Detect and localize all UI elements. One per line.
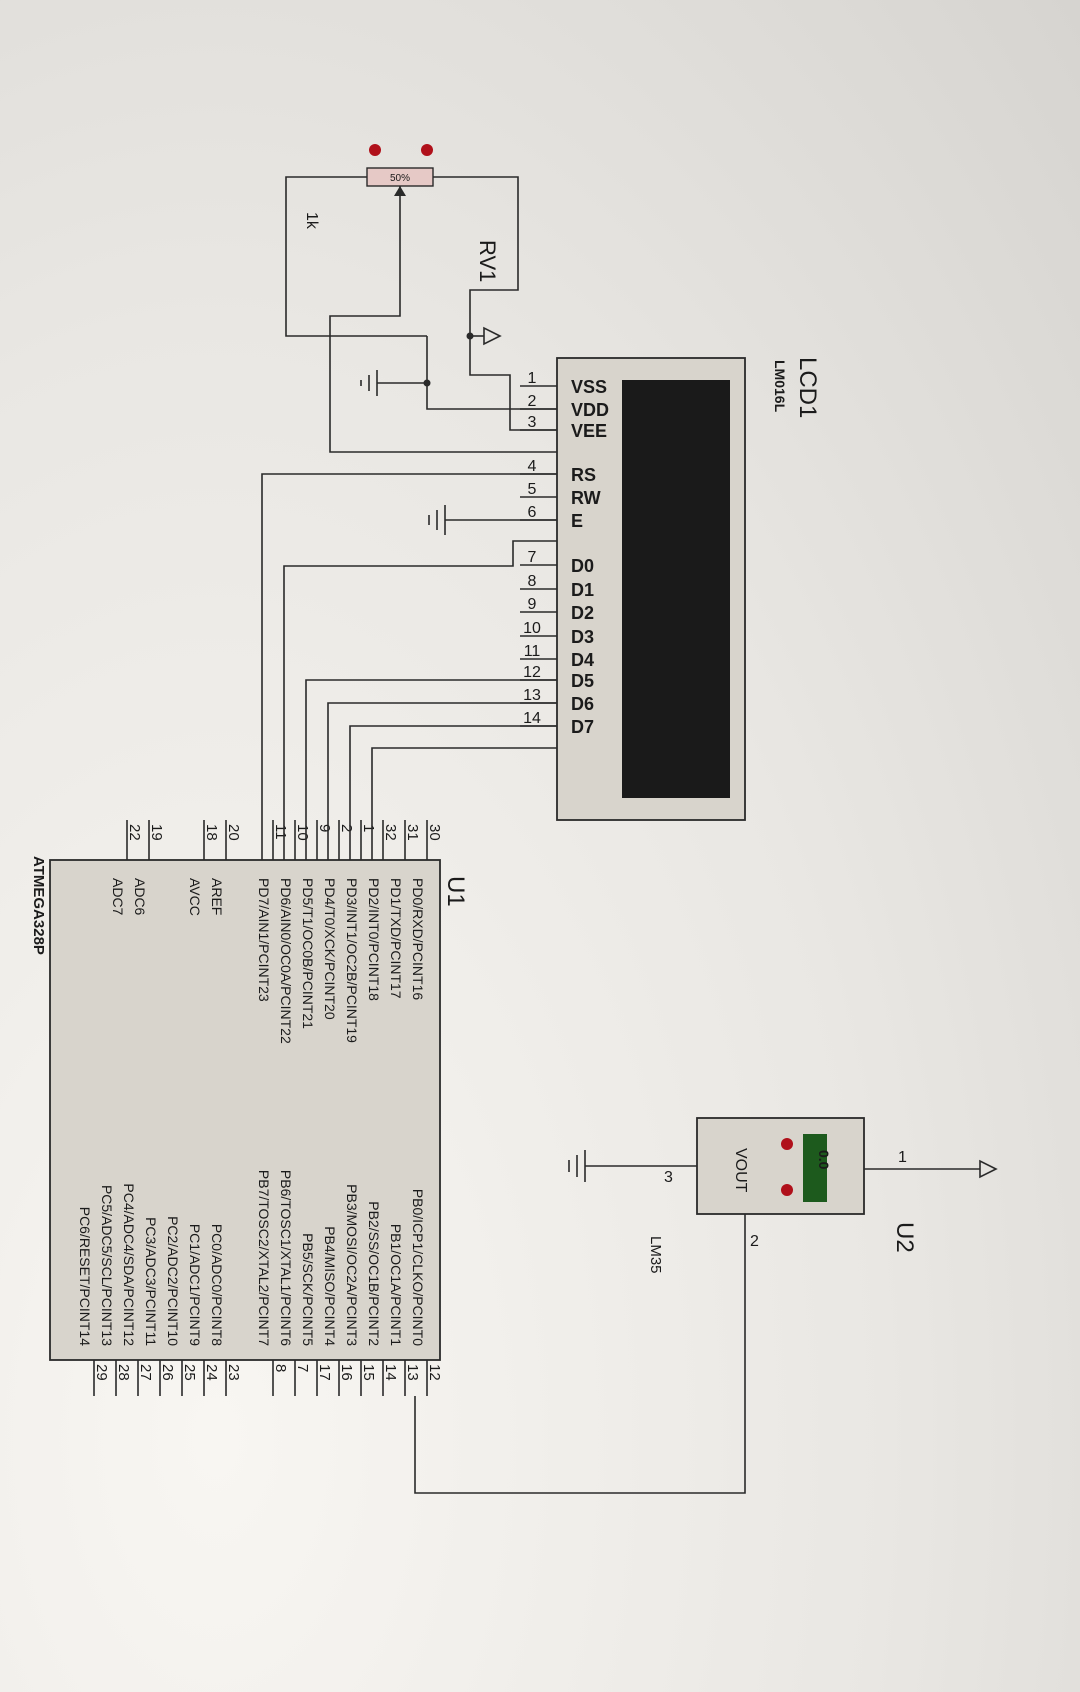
sensor-vout-label: VOUT	[732, 1148, 749, 1193]
mcu-pin-number: 30	[426, 824, 443, 841]
lcd-reference: LCD1	[794, 357, 821, 419]
mcu-pin-number: 26	[159, 1364, 176, 1381]
lcd-mcu-wiring	[262, 474, 557, 860]
lcd-pin-number: 13	[523, 687, 541, 704]
mcu-pin-number: 14	[382, 1364, 399, 1381]
mcu-pin-number: 27	[137, 1364, 154, 1381]
mcu-pin-number: 10	[294, 824, 311, 841]
sensor-part-number: LM35	[647, 1236, 664, 1274]
mcu-pin-number: 9	[316, 824, 333, 833]
mcu-reference: U1	[442, 876, 469, 907]
mcu-pin-label: PB2/SS/OC1B/PCINT2	[366, 1201, 382, 1346]
sensor-increment-indicator[interactable]	[781, 1184, 793, 1196]
mcu-pin-number: 12	[426, 1364, 443, 1381]
sensor-pin3-number: 3	[664, 1169, 673, 1186]
lcd-pin-label-rs: RS	[571, 465, 597, 485]
mcu-pin-number: 19	[148, 824, 165, 841]
lcd-pin-number: 4	[527, 458, 537, 475]
lcd-pin-label-d1: D1	[571, 580, 595, 600]
mcu-pin-label: AVCC	[187, 878, 203, 916]
pot-increment-indicator[interactable]	[421, 144, 433, 156]
mcu-part-number: ATMEGA328P	[30, 856, 47, 955]
lcd-pin-number: 7	[527, 549, 537, 566]
potentiometer-rv1[interactable]	[286, 144, 557, 452]
lcd-pin-label-d7: D7	[571, 717, 595, 737]
mcu-pin-label: PB4/MISO/PCINT4	[322, 1226, 338, 1346]
lcd-pin-label-d3: D3	[571, 627, 595, 647]
mcu-pin-label: PD5/T1/OC0B/PCINT21	[300, 878, 316, 1029]
mcu-pin-label: PC4/ADC4/SDA/PCINT12	[121, 1183, 137, 1346]
mcu-pin-label: ADC7	[110, 878, 126, 916]
lcd-pin-number: 5	[527, 481, 537, 498]
mcu-pin-label: PB3/MOSI/OC2A/PCINT3	[344, 1184, 360, 1346]
lcd-pin-label-d4: D4	[571, 650, 595, 670]
lcd-pin-label-d2: D2	[571, 603, 595, 623]
mcu-pin-number: 1	[360, 824, 377, 833]
mcu-pin-label: PB1/OC1A/PCINT1	[388, 1223, 404, 1346]
lcd-pin-number: 6	[527, 504, 537, 521]
mcu-pin-label: PB0/ICP1/CLKO/PCINT0	[410, 1188, 426, 1346]
mcu-pin-number: 32	[382, 824, 399, 841]
mcu-pin-number: 28	[115, 1364, 132, 1381]
pot-value: 1k	[303, 212, 320, 229]
sensor-power-symbol	[980, 1161, 996, 1177]
pot-wiper-arrow	[394, 186, 406, 196]
lcd-pin-number: 8	[527, 573, 537, 590]
lcd-pin-label-vee: VEE	[571, 421, 608, 441]
mcu-pin-number: 18	[203, 824, 220, 841]
mcu-pin-label: ADC6	[132, 878, 148, 916]
mcu-pin-number: 23	[225, 1364, 242, 1381]
mcu-pin-label: PC2/ADC2/PCINT10	[165, 1216, 181, 1346]
lcd-pin-label-e: E	[571, 511, 584, 531]
mcu-pin-number: 16	[338, 1364, 355, 1381]
sensor-decrement-indicator[interactable]	[781, 1138, 793, 1150]
mcu-pin-number: 25	[181, 1364, 198, 1381]
mcu-pin-label: PB5/SCK/PCINT5	[300, 1233, 316, 1346]
lcd-pin-label-d0: D0	[571, 556, 595, 576]
sensor-pin2-number: 2	[750, 1233, 759, 1250]
mcu-pin-label: PD2/INT0/PCINT18	[366, 878, 382, 1001]
sensor-body	[697, 1118, 864, 1214]
mcu-pin-label: PB6/TOSC1/XTAL1/PCINT6	[278, 1169, 294, 1346]
lcd-pin-number: 1	[527, 370, 537, 387]
lcd-pin-number: 2	[527, 393, 537, 410]
mcu-pin-label: PC3/ADC3/PCINT11	[143, 1217, 159, 1346]
mcu-pin-label: PC6/RESET/PCINT14	[77, 1206, 93, 1346]
mcu-pin-label: PD0/RXD/PCINT16	[410, 878, 426, 1001]
mcu-pin-number: 7	[294, 1364, 311, 1373]
mcu-pin-label: PC0/ADC0/PCINT8	[209, 1223, 225, 1346]
mcu-pin-number: 29	[93, 1364, 110, 1381]
sensor-ground-symbol	[569, 1150, 585, 1182]
mcu-pin-number: 20	[225, 824, 242, 841]
mcu-pin-number: 24	[203, 1364, 220, 1381]
mcu-pin-label: PD3/INT1/OC2B/PCINT19	[344, 878, 360, 1043]
sensor-pin1-number: 1	[898, 1149, 907, 1166]
temperature-sensor-u2[interactable]	[415, 1118, 996, 1493]
pot-position-label: 50%	[389, 173, 411, 184]
lcd-pin-label-d6: D6	[571, 694, 595, 714]
mcu-pin-number: 13	[404, 1364, 421, 1381]
mcu-pin-number: 17	[316, 1364, 333, 1381]
mcu-pin-label: PD6/AIN0/OC0A/PCINT22	[278, 878, 294, 1044]
mcu-pin-number: 2	[338, 824, 355, 833]
mcu-pin-label: PD1/TXD/PCINT17	[388, 878, 404, 999]
pot-decrement-indicator[interactable]	[369, 144, 381, 156]
mcu-pin-label: AREF	[209, 878, 225, 916]
mcu-pin-label: PB7/TOSC2/XTAL2/PCINT7	[256, 1169, 272, 1346]
lcd-pin-number: 12	[523, 664, 541, 681]
pot-wire-end-a	[286, 177, 427, 336]
lcd-pin-label-d5: D5	[571, 671, 595, 691]
lcd-pin-number: 3	[527, 414, 537, 431]
mcu-pin-label: PC5/ADC5/SCL/PCINT13	[99, 1184, 115, 1346]
lcd-pin-number: 10	[523, 620, 541, 637]
mcu-pin-label: PD7/AIN1/PCINT23	[256, 878, 272, 1002]
lcd-screen	[622, 380, 730, 798]
lcd-pin-number: 14	[523, 710, 541, 727]
sensor-reference: U2	[891, 1222, 918, 1253]
lcd-pin-number: 9	[527, 596, 537, 613]
pot-wiper-wire	[330, 186, 557, 452]
lcd-pin-label-vss: VSS	[571, 377, 608, 397]
microcontroller-u1[interactable]	[30, 820, 469, 1396]
mcu-pin-number: 8	[272, 1364, 289, 1373]
pot-reference: RV1	[475, 240, 500, 283]
lcd-pin-label-rw: RW	[571, 488, 601, 508]
lcd-display-lcd1[interactable]	[520, 357, 821, 820]
mcu-pin-number: 31	[404, 824, 421, 841]
sensor-vout-wire	[415, 1214, 745, 1493]
mcu-pin-number: 15	[360, 1364, 377, 1381]
mcu-pin-label: PC1/ADC1/PCINT9	[187, 1223, 203, 1346]
mcu-pin-number: 11	[272, 824, 289, 840]
lcd-pin-number: 11	[523, 643, 541, 660]
lcd-pin-label-vdd: VDD	[571, 400, 610, 420]
lcd-part-number: LM016L	[772, 360, 788, 413]
power-symbol-lcd	[467, 328, 558, 430]
mcu-pin-number: 22	[126, 824, 143, 841]
sensor-reading: 0.0	[816, 1150, 832, 1170]
mcu-pin-label: PD4/T0/XCK/PCINT20	[322, 878, 338, 1020]
